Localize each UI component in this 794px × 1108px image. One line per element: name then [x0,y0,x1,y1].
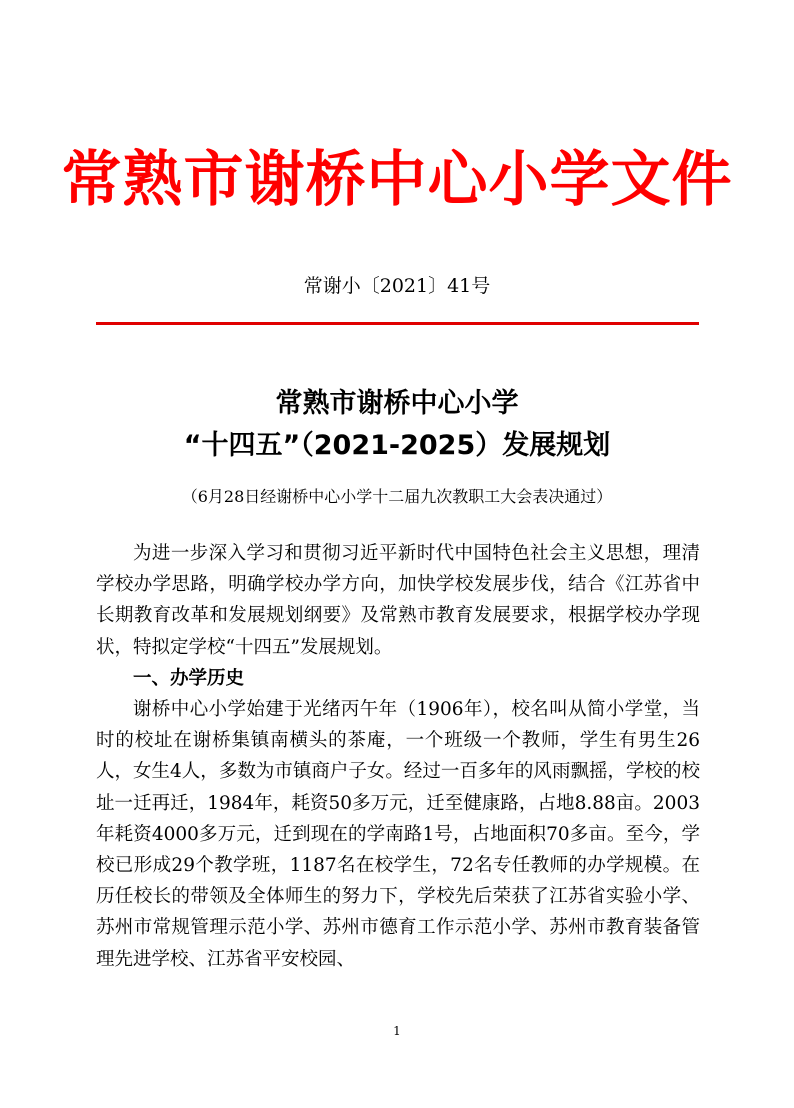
document-header-title: 常熟市谢桥中心小学文件 [61,145,733,215]
intro-paragraph: 为进一步深入学习和贯彻习近平新时代中国特色社会主义思想，理清学校办学思路，明确学校办学方向，加快学校发展步伐，结合《江苏省中长期教育改革和发展规划纲要》及常熟市教育发展要求，根据学校办学现状，特拟定学校“十四五”发展规划。 [96,543,700,658]
history-paragraph: 谢桥中心小学始建于光绪丙午年（1906年），校名叫从简小学堂，当时的校址在谢桥集镇南横头的茶庵，一个班级一个教师，学生有男生26人，女生4人，多数为市镇商户子女。经过一百多年的风雨飘摇，学校的校址一迁再迁，1984年，耗资50多万元，迁至健康路，占地8.88亩。2003年耗资4000多万元，迁到现在的学南路1号，占地面积70多亩。至今，学校已形成29个教学班，1187名在校学生，72名专任教师的办学规模。在历任校长的带领及全体师生的努力下，学校先后荣获了江苏省实验小学、苏州市常规管理示范小学、苏州市德育工作示范小学、苏州市教育装备管理先进学校、江苏省平安校园、 [96,699,700,970]
page-number: 1 [393,1024,401,1038]
red-divider-rule [96,322,699,325]
plan-title-line-2: “十四五”（2021-2025）发展规划 [183,430,611,461]
approval-note: （6月28日经谢桥中心小学十二届九次教职工大会表决通过） [181,487,613,506]
plan-title-line-1: 常熟市谢桥中心小学 [275,388,519,419]
document-number: 常谢小〔2021〕41号 [303,275,491,297]
section-heading-history: 一、办学历史 [133,667,245,689]
document-body [96,538,700,975]
